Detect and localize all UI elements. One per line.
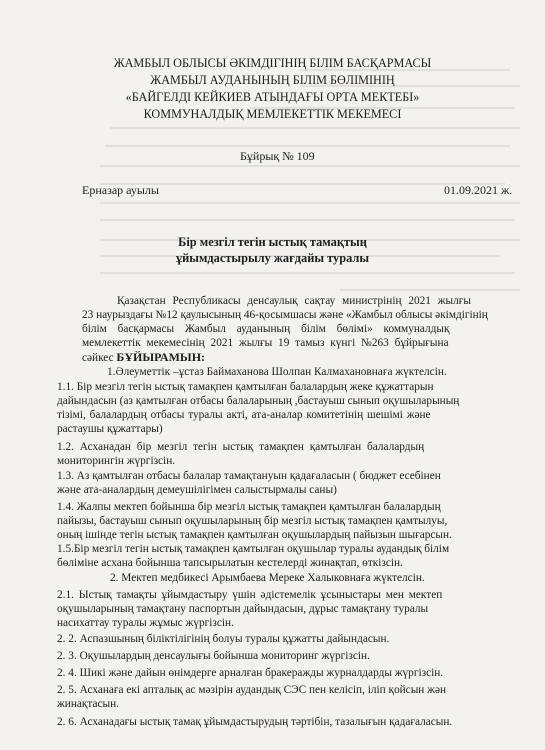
item-1-1-line-2: дайындасын (аз қамтылған отбасы балаларының ,бастауыш сынып оқушыларының — [57, 395, 460, 407]
item-2-3: 2. 3. Оқушылардың денсаулығы бойынша мониторинг жүргізсін. — [57, 650, 370, 662]
item-1-4-line-1: 1.4. Жалпы мектеп бойынша бір мезгіл ыстық тамақпен қамтылған балалардың — [57, 501, 441, 513]
item-1-2-line-2: мониторингін жүргізсін. — [57, 455, 176, 467]
document-title-line-1: Бір мезгіл тегін ыстық тамақтың — [178, 235, 367, 249]
preamble-prefix: сәйкес — [82, 352, 117, 364]
item-2-4: 2. 4. Шикі және дайын өнімдерге арналған бракеражды журналдарды жүргізсін. — [57, 667, 444, 679]
section-1-heading: 1.Әлеуметтік –ұстаз Баймаханова Шолпан Калмахановнаға жүктелсін. — [107, 366, 447, 378]
item-2-5-line-1: 2. 5. Асханаға екі апталық ас мәзірін аудандық СЭС пен келісіп, іліп қойсын жән — [57, 684, 447, 696]
document-title-line-2: ұйымдастырылу жағдайы туралы — [175, 251, 370, 265]
item-2-1-line-1: 2.1. Ыстық тамақты ұйымдастыру үшін әдістемелік ұсыныстары мен мектеп — [57, 589, 443, 601]
preamble-line-5 — [82, 351, 205, 365]
item-1-3-line-2: және ата-аналардың демеушілігімен салыстырмалы саны) — [57, 484, 337, 496]
item-1-4-line-3: оның ішінде тегін ыстық тамақпен қамтылған оқушылардың пайызын шығарсын. — [57, 529, 452, 541]
item-2-2: 2. 2. Аспазшының біліктілігінің болуы туралы құжатты дайындасын. — [57, 633, 390, 645]
order-number: Бұйрық № 109 — [240, 149, 315, 163]
item-1-1-line-3: тізімі, балалардың отбасы туралы акті, ата-аналар комитетінің шешімі және — [57, 409, 431, 421]
item-1-2-line-1: 1.2. Асханадан бір мезгіл тегін ыстық тамақпен қамтылған балалардың — [57, 441, 425, 453]
section-2-heading: 2. Мектеп медбикесі Арымбаева Мереке Халыковнаға жүктелсін. — [110, 572, 425, 584]
order-keyword: БҰЙЫРАМЫН: — [116, 350, 206, 364]
item-2-1-line-3: насихаттау туралы жұмыс жүргізсін. — [57, 617, 234, 629]
item-1-5-line-2: бөліміне асхана бойынша тапсырылатын кестелерді жинақтап, өткізсін. — [57, 557, 403, 569]
item-1-3-line-1: 1.3. Аз қамтылған отбасы балалар тамақтануын қадағаласын ( бюджет есебінен — [57, 470, 441, 482]
order-place: Ерназар ауылы — [82, 183, 159, 197]
preamble-line-2: 23 наурыздағы №12 қаулысының 46-қосымшасы және «Жамбыл облысы әкімдігінің — [82, 309, 488, 321]
preamble-line-3: білім басқармасы Жамбыл ауданының білім бөлімі» коммуналдық — [82, 323, 450, 335]
header-line-4: КОММУНАЛДЫҚ МЕМЛЕКЕТТІК МЕКЕМЕСІ — [143, 107, 402, 121]
header-line-1: ЖАМБЫЛ ОБЛЫСЫ ӘКІМДІГІНІҢ БІЛІМ БАСҚАРМАСЫ — [113, 56, 432, 70]
item-2-5-line-2: жинақтасын. — [57, 698, 119, 710]
header-line-2: ЖАМБЫЛ АУДАНЫНЫҢ БІЛІМ БӨЛІМІНІҢ — [150, 73, 395, 87]
order-date: 01.09.2021 ж. — [444, 183, 513, 197]
item-1-4-line-2: пайызы, бастауыш сынып оқушыларының бір мезгіл ыстық тамақпен қамтылуы, — [57, 515, 448, 527]
item-2-1-line-2: оқушыларының тамақтану паспортын дайындасын, дұрыс тамақтану туралы — [57, 603, 429, 615]
item-1-1-line-1: 1.1. Бір мезгіл тегін ыстық тамақпен қамтылған балалардың жеке құжаттарын — [57, 381, 434, 393]
preamble-line-1: Қазақстан Республикасы денсаулық сақтау министрінің 2021 жылғы — [117, 295, 472, 307]
item-1-1-line-4: растаушы құжаттары) — [57, 423, 163, 435]
preamble-line-4: мемлекеттік мекемесінің 2021 жылғы 19 тамыз күнгі №263 бұйрығына — [82, 337, 449, 349]
item-2-6: 2. 6. Асханадағы ыстық тамақ ұйымдастырудың тәртібін, тазалығын қадағаласын. — [57, 716, 453, 728]
header-line-3: «БАЙГЕЛДІ КЕЙКИЕВ АТЫНДАҒЫ ОРТА МЕКТЕБІ» — [125, 90, 420, 104]
item-1-5-line-1: 1.5.Бір мезгіл тегін ыстық тамақпен қамтылған оқушылар туралы аудандық білім — [57, 543, 450, 555]
